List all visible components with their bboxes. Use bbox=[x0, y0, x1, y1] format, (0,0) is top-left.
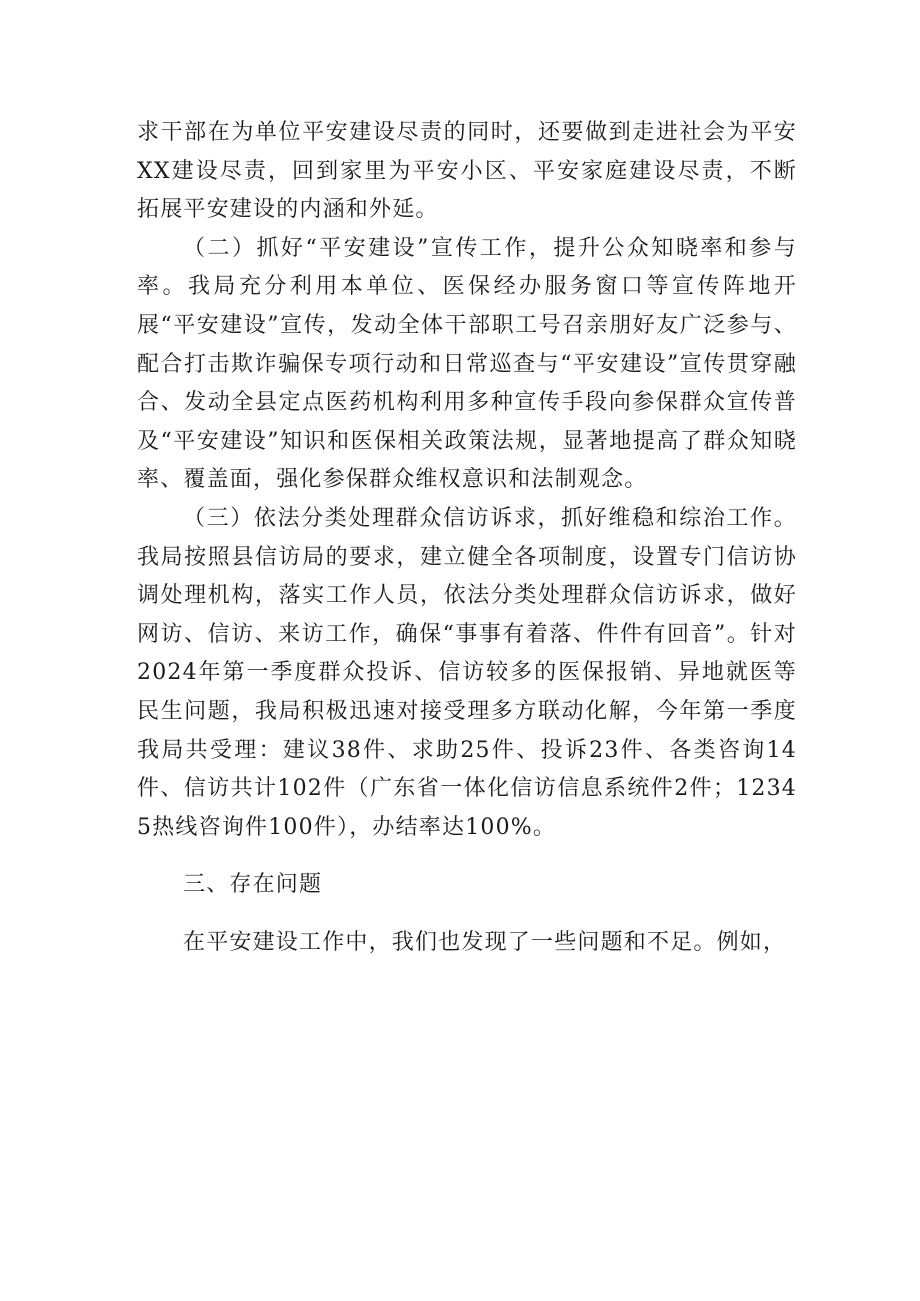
paragraph-section-2: （二）抓好“平安建设”宣传工作，提升公众知晓率和参与率。我局充分利用本单位、医保经办服务窗口等宣传阵地开展“平安建设”宣传，发动全体干部职工号召亲朋好友广泛参与、配合打击欺诈骗保专项行动和日常巡查与“平安建设”宣传贯穿融合、发动全县定点医药机构利用多种宣传手段向参保群众宣传普及“平安建设”知识和医保相关政策法规，显著地提高了群众知晓率、覆盖面，强化参保群众维权意识和法制观念。 bbox=[137, 235, 797, 493]
paragraph-problems-intro: 在平安建设工作中，我们也发现了一些问题和不足。例如， bbox=[183, 929, 787, 955]
paragraph-continuation: 求干部在为单位平安建设尽责的同时，还要做到走进社会为平安XX建设尽责，回到家里为平安小区、平安家庭建设尽责，不断拓展平安建设的内涵和外延。 bbox=[137, 120, 797, 223]
section-heading-problems: 三、存在问题 bbox=[183, 872, 323, 898]
document-body bbox=[137, 114, 797, 962]
paragraph-section-3: （三）依法分类处理群众信访诉求，抓好维稳和综治工作。我局按照县信访局的要求，建立健全各项制度，设置专门信访协调处理机构，落实工作人员，依法分类处理群众信访诉求，做好网访、信访、来访工作，确保“事事有着落、件件有回音”。针对2024年第一季度群众投诉、信访较多的医保报销、异地就医等民生问题，我局积极迅速对接受理多方联动化解，今年第一季度我局共受理：建议38件、求助25件、投诉23件、各类咨询14件、信访共计102件（广东省一体化信访信息系统件2件；12345热线咨询件100件），办结率达100%。 bbox=[137, 505, 797, 840]
